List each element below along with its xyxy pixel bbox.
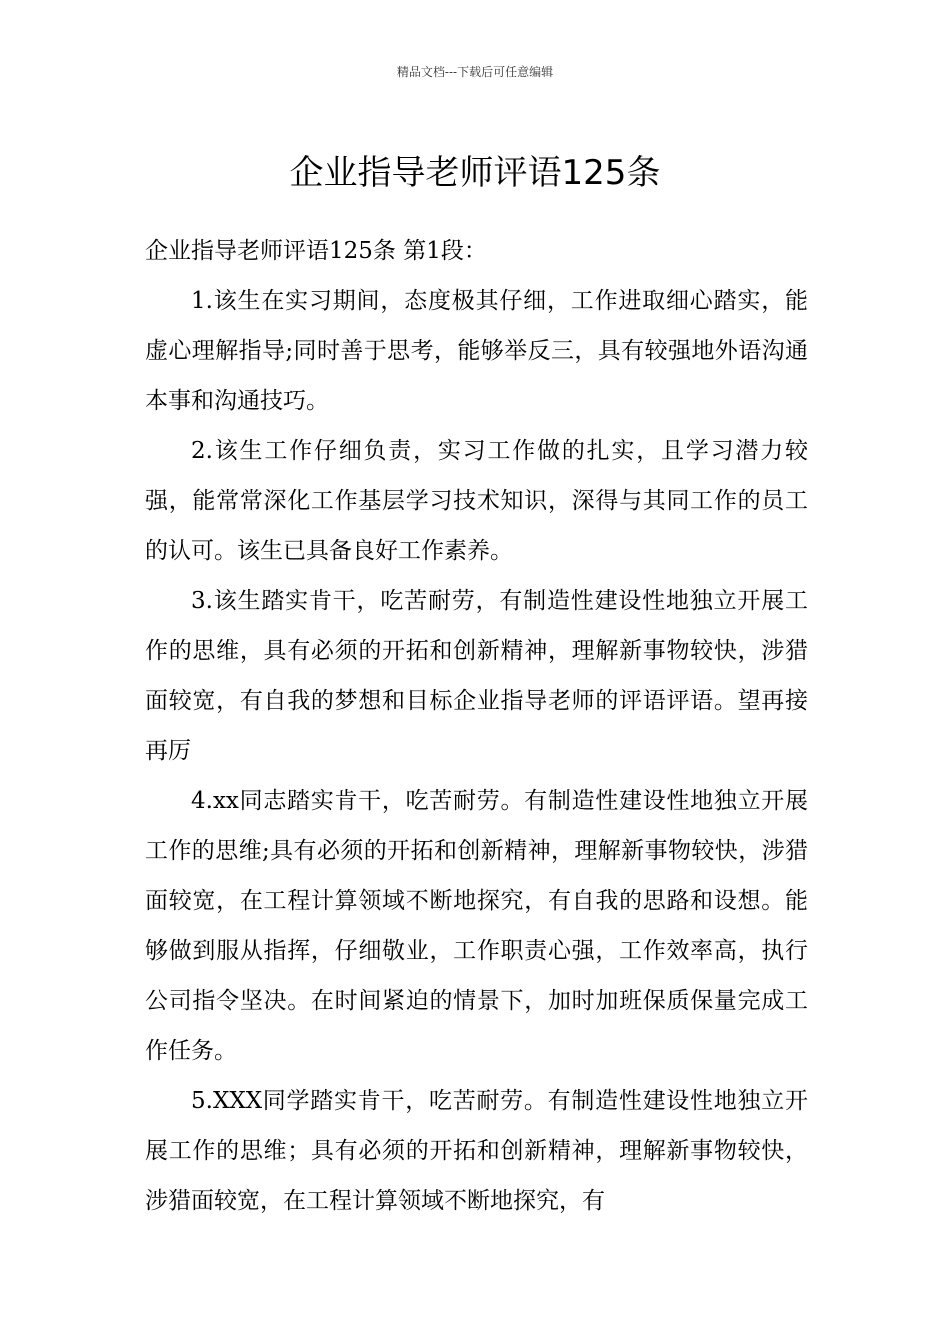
paragraph-3: 3.该生踏实肯干，吃苦耐劳，有制造性建设性地独立开展工作的思维，具有必须的开拓和创新精神，理解新事物较快，涉猎面较宽，有自我的梦想和目标企业指导老师的评语评语。望再接再厉	[145, 588, 808, 764]
document-title: 企业指导老师评语125条	[289, 152, 661, 193]
paragraph-1: 1.该生在实习期间，态度极其仔细，工作进取细心踏实，能虚心理解指导;同时善于思考，能够举反三，具有较强地外语沟通本事和沟通技巧。	[145, 288, 808, 414]
paragraph-5: 5.XXX同学踏实肯干，吃苦耐劳。有制造性建设性地独立开展工作的思维；具有必须的开拓和创新精神，理解新事物较快，涉猎面较宽，在工程计算领域不断地探究，有	[145, 1088, 808, 1214]
header-note: 精品文档---下载后可任意编辑	[396, 65, 554, 79]
section-heading: 企业指导老师评语125条 第1段：	[145, 238, 487, 264]
paragraph-4: 4.xx同志踏实肯干，吃苦耐劳。有制造性建设性地独立开展工作的思维;具有必须的开拓和创新精神，理解新事物较快，涉猎面较宽，在工程计算领域不断地探究，有自我的思路和设想。能够做到服从指挥，仔细敬业，工作职责心强，工作效率高，执行公司指令坚决。在时间紧迫的情景下，加时加班保质保量完成工作任务。	[145, 788, 808, 1064]
paragraph-2: 2.该生工作仔细负责，实习工作做的扎实，且学习潜力较强，能常常深化工作基层学习技术知识，深得与其同工作的员工的认可。该生已具备良好工作素养。	[145, 438, 808, 564]
document-body	[145, 226, 808, 1226]
